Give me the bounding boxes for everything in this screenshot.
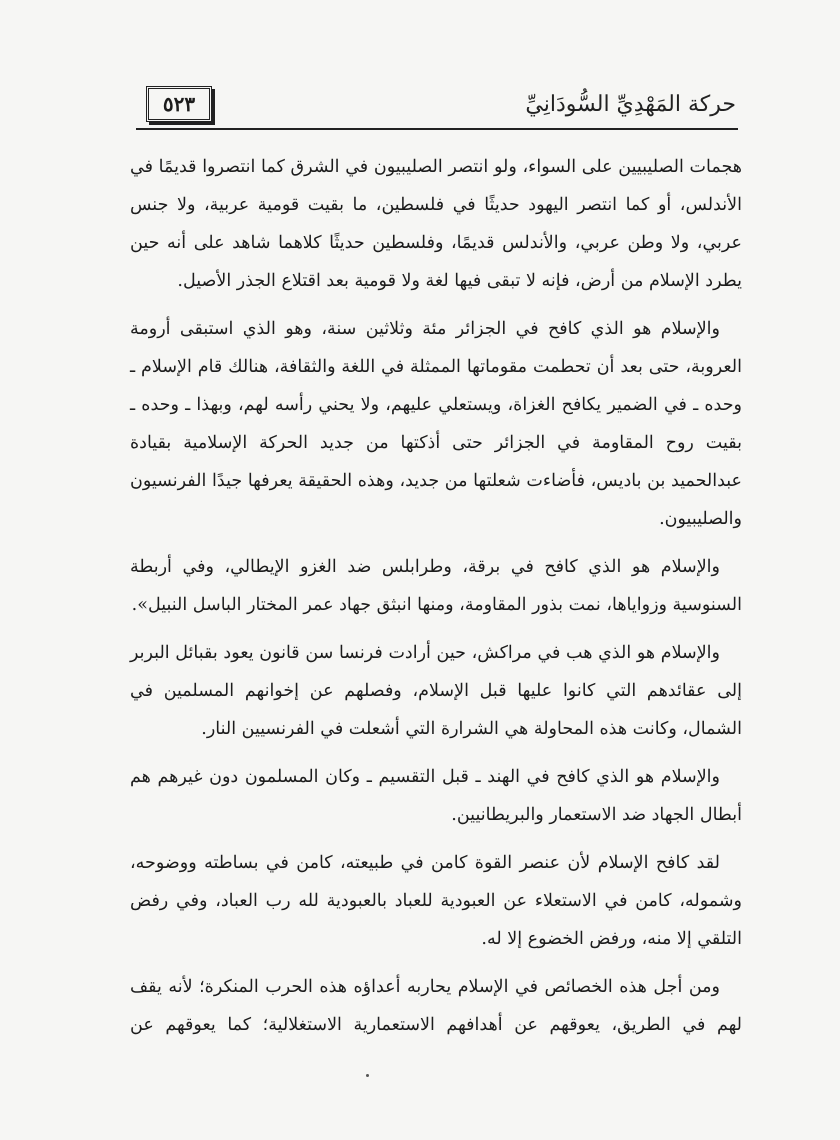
page-header (136, 82, 736, 126)
page-body (130, 148, 742, 1044)
footer-dot (366, 1074, 369, 1077)
paragraph: والإسلام هو الذي هب في مراكش، حين أرادت فرنسا سن قانون يعود بقبائل البربر إلى عقائدهم التي كانوا عليها قبل الإسلام، وفصلهم عن إخوانهم المسلمين في الشمال، وكانت هذه المحاولة هي الشرارة التي أشعلت في الفرنسيين النار. (130, 643, 742, 739)
paragraph: والإسلام هو الذي كافح في برقة، وطرابلس ضد الغزو الإيطالي، وفي أربطة السنوسية وزواياها، نمت بذور المقاومة، ومنها انبثق جهاد عمر المختار الباسل النبيل». (130, 557, 742, 615)
page-number: ٥٢٣ (146, 86, 212, 122)
paragraph: والإسلام هو الذي كافح في الهند ـ قبل التقسيم ـ وكان المسلمون دون غيرهم هم أبطال الجهاد ضد الاستعمار والبريطانيين. (130, 767, 742, 825)
paragraph: لقد كافح الإسلام لأن عنصر القوة كامن في طبيعته، كامن في بساطته ووضوحه، وشموله، كامن في الاستعلاء عن العبودية للعباد بالعبودية لله رب العباد، وفي رفض التلقي إلا منه، ورفض الخضوع إلا له. (130, 853, 742, 949)
paragraph: والإسلام هو الذي كافح في الجزائر مئة وثلاثين سنة، وهو الذي استبقى أرومة العروبة، حتى بعد أن تحطمت مقوماتها الممثلة في اللغة والثقافة، هنالك قام الإسلام ـ وحده ـ في الضمير يكافح الغزاة، ويستعلي عليهم، ولا يحني رأسه لهم، وبهذا ـ وحده ـ بقيت روح المقاومة في الجزائر حتى أذكتها من جديد الحركة الإسلامية بقيادة عبدالحميد بن باديس، فأضاءت شعلتها من جديد، وهذه الحقيقة يعرفها جيدًا الفرنسيون والصليبيون. (130, 319, 742, 529)
paragraph: هجمات الصليبيين على السواء، ولو انتصر الصليبيون في الشرق كما انتصروا قديمًا في الأندلس، أو كما انتصر اليهود حديثًا في فلسطين، ما بقيت قومية عربية، ولا جنس عربي، ولا وطن عربي، والأندلس قديمًا، وفلسطين حديثًا كلاهما شاهد على أنه حين يطرد الإسلام من أرض، فإنه لا تبقى فيها لغة ولا قومية بعد اقتلاع الجذر الأصيل. (130, 157, 742, 291)
header-divider (136, 128, 738, 130)
paragraph: ومن أجل هذه الخصائص في الإسلام يحاربه أعداؤه هذه الحرب المنكرة؛ لأنه يقف لهم في الطريق، يعوقهم عن أهدافهم الاستعمارية الاستغلالية؛ كما يعوقهم عن (130, 977, 742, 1035)
running-title: حركة المَهْدِيِّ السُّودَانِيِّ (525, 92, 736, 117)
